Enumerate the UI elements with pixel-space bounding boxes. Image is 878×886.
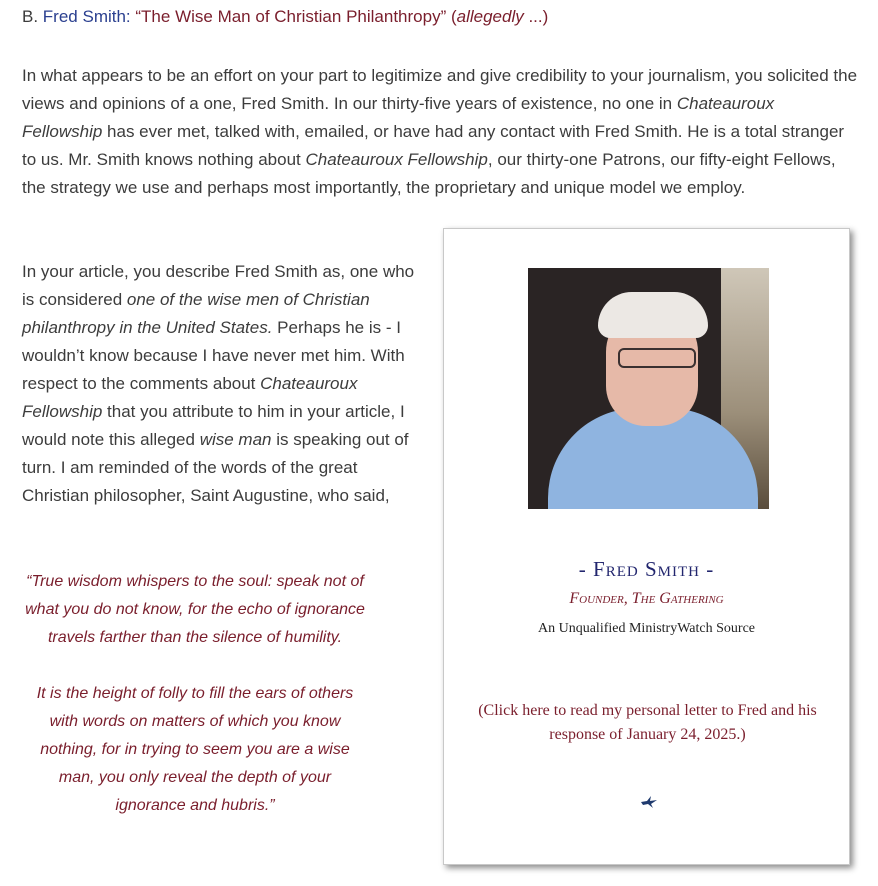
quote-stanza-1: “True wisdom whispers to the soul: speak not of what you do not know, for the echo of ignorance travels farther than the silence of humility. bbox=[25, 573, 365, 646]
article-italic-2: wise man bbox=[199, 430, 272, 449]
quote-stanza-2: It is the height of folly to fill the ears of others with words on matters of which you know nothing, for in trying to seem you are a wise man, you only reveal the depth of your ignorance and hubris.” bbox=[36, 685, 354, 814]
intro-text-2: has ever met, talked with, emailed, or have had any contact with Fred Smith. He is a total stranger to us. Mr. Smith knows nothing about bbox=[22, 122, 845, 169]
org-name: Chateauroux Fellowship bbox=[22, 94, 775, 141]
bird-icon bbox=[640, 795, 658, 809]
section-letter: B. bbox=[22, 7, 39, 26]
intro-text-3: , our thirty-one Patrons, our fifty-eight Fellows, the strategy we use and perhaps most importantly, the proprietary and unique model we employ. bbox=[22, 150, 836, 197]
article-paragraph bbox=[22, 258, 422, 510]
profile-name: - Fred Smith - bbox=[578, 557, 715, 581]
section-heading bbox=[22, 6, 862, 28]
section-title-suffix: ...) bbox=[523, 7, 549, 26]
profile-source-label: An Unqualified MinistryWatch Source bbox=[538, 621, 755, 636]
letter-link[interactable]: (Click here to read my personal letter to Fred and his response of January 24, 2025.) bbox=[478, 702, 817, 743]
allegedly-text: allegedly bbox=[456, 7, 524, 26]
augustine-quote bbox=[22, 568, 368, 820]
article-text-3: that you attribute to him in your article, I would note this alleged bbox=[22, 402, 405, 449]
article-text-2: Perhaps he is - I wouldn’t know because I have never met him. With respect to the comments about bbox=[22, 318, 405, 393]
profile-role: Founder, The Gathering bbox=[569, 590, 724, 607]
article-text-4: is speaking out of turn. I am reminded of the words of the great Christian philosopher, Saint Augustine, who said, bbox=[22, 430, 409, 505]
org-name: Chateauroux Fellowship bbox=[22, 374, 358, 421]
profile-photo bbox=[528, 268, 769, 509]
profile-card bbox=[443, 228, 850, 865]
subject-name: Fred Smith: bbox=[42, 7, 131, 26]
article-text-1: In your article, you describe Fred Smith as, one who is considered bbox=[22, 262, 415, 309]
section-title: “The Wise Man of Christian Philanthropy” ( bbox=[135, 7, 457, 26]
article-italic-1: one of the wise men of Christian philanthropy in the United States. bbox=[22, 290, 370, 337]
intro-paragraph bbox=[22, 62, 858, 202]
org-name: Chateauroux Fellowship bbox=[305, 150, 488, 169]
intro-text-1: In what appears to be an effort on your part to legitimize and give credibility to your journalism, you solicited the views and opinions of a one, Fred Smith. In our thirty-five years of existence, no one in bbox=[22, 66, 858, 113]
